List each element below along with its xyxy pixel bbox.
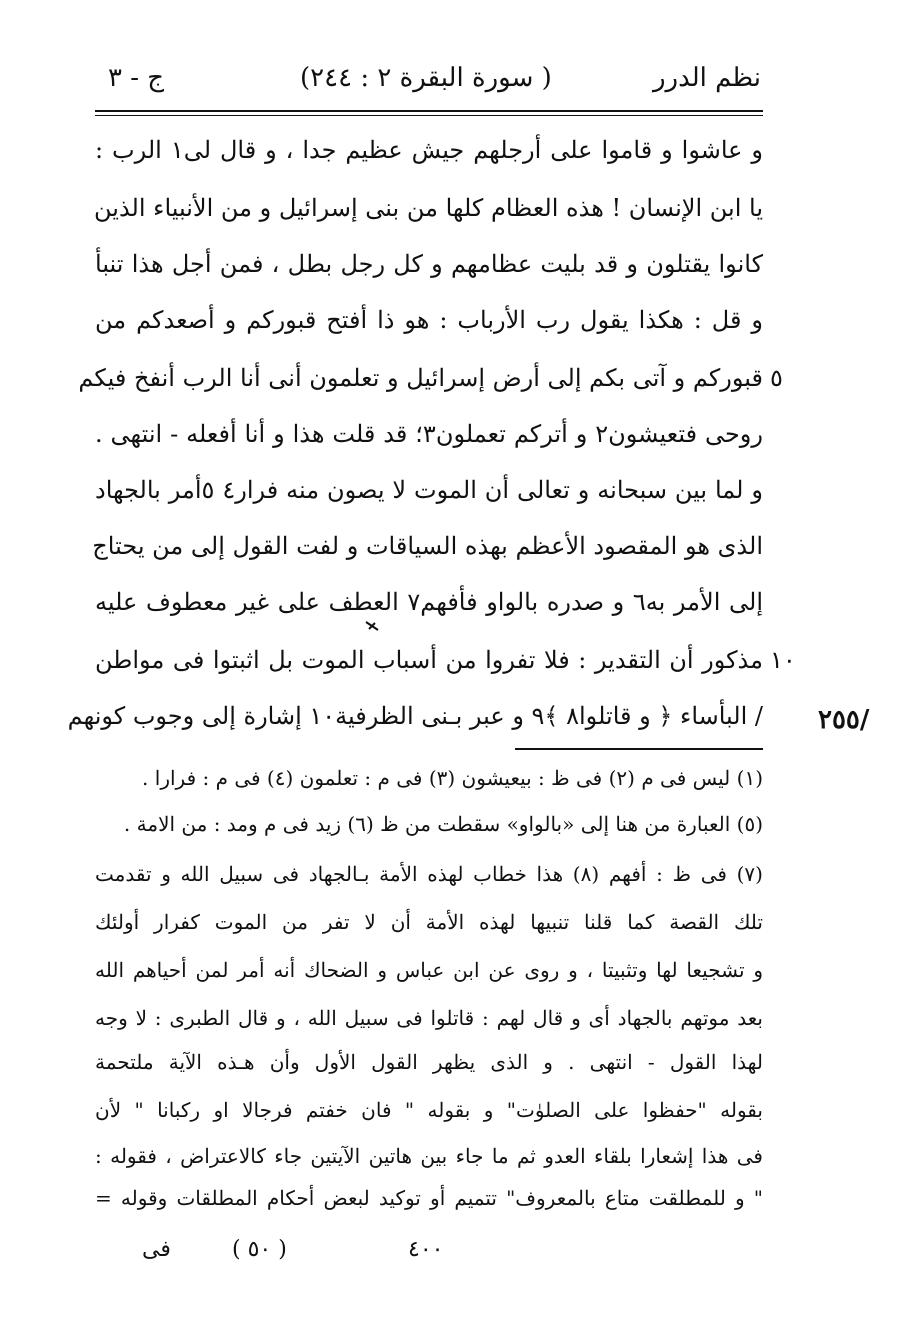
footnote-line: تلك القصة كما قلنا تنبيها لهذه الأمة أن لا تفر من الموت كفرار أولئك [95,910,763,934]
footnote-line: بعد موتهم بالجهاد أى و قال لهم : قاتلوا فى سبيل الله ، و قال الطبرى : لا وجه [95,1006,763,1030]
footnote-line: بقوله "حفظوا على الصلوٰت" و بقوله " فان خفتم فرجالا او ركبانا " لأن [95,1098,763,1122]
footnote-line: (٥) العبارة من هنا إلى «بالواو» سقطت من ظ (٦) زيد فى م ومد : من الامة . [123,812,763,836]
footnote-separator [515,748,763,750]
line-number-10: ١٠ [770,646,796,674]
main-text-line: الذى هو المقصود الأعظم بهذه السياقات و لفت القول إلى من يحتاج [92,532,763,560]
footnote-line: لهذا القول - انتهى . و الذى يظهر القول الأول وأن هـذه الآية ملتحمة [95,1050,763,1074]
main-text-line: و لما بين سبحانه و تعالى أن الموت لا يصون منه فرار٤ ٥أمر بالجهاد [95,476,763,504]
margin-page-reference: /٢٥٥ [818,705,870,735]
footnote-line: فى هذا إشعارا بلقاء العدو ثم ما جاء بين هاتين الآيتين جاء كالاعتراض ، فقوله : [95,1144,763,1168]
footnote-line: (٧) فى ظ : أفهم (٨) هذا خطاب لهذه الأمة بـالجهاد فى سبيل الله و تقدمت [95,862,763,886]
surah-reference: ( سورة البقرة ٢ : ٢٤٤) [300,63,552,93]
main-text-line: و قل : هكذا يقول رب الأرباب : هو ذا أفتح قبوركم و أصعدكم من [95,306,763,334]
page-number: ٤٠٠ [408,1237,444,1262]
volume-label: ج - ٣ [108,63,165,93]
footnote-line: و تشجيعا لها وتثبيتا ، و روى عن ابن عباس و الضحاك أنه أمر لمن أحياهم الله [95,958,763,982]
line-number-5: ٥ [770,364,783,392]
main-text-line: إلى الأمر به٦ و صدره بالواو فأفهم٧ العطف على غير معطوف عليه [95,588,764,616]
footnote-line: " و للمطلقت متاع بالمعروف" تتميم أو توكيد لبعض أحكام المطلقات وقوله = [95,1186,763,1210]
header-rule-top [95,110,763,112]
footnote-line: (١) ليس فى م (٢) فى ظ : بيعيشون (٣) فى م : تعلمون (٤) فى م : فرارا . [142,766,763,790]
main-text-line: / البأساء ﴿ و قاتلوا٨ ﴾٩ و عبر بـنى الظرفية١٠ إشارة إلى وجوب كونهم [67,702,763,730]
signature-mark: ( ٥٠ ) [232,1237,287,1262]
main-text-line: يا ابن الإنسان ! هذه العظام كلها من بنى إسرائيل و من الأنبياء الذين [94,194,763,222]
catchword: فى [142,1237,171,1262]
main-text-line: كانوا يقتلون و قد بليت عظامهم و كل رجل بطل ، فمن أجل هذا تنبأ [95,250,763,278]
ink-mark-icon [364,620,380,632]
main-text-line: و عاشوا و قاموا على أرجلهم جيش عظيم جدا ، و قال لى١ الرب : [95,136,763,164]
main-text-line: روحى فتعيشون٢ و أتركم تعملون٣؛ قد قلت هذا و أنا أفعله - انتهى . [95,420,763,448]
header-rule-bottom [95,115,763,116]
book-title: نظم الدرر [652,63,761,93]
main-text-line: مذكور أن التقدير : فلا تفروا من أسباب الموت بل اثبتوا فى مواطن [95,646,763,674]
main-text-line: قبوركم و آتى بكم إلى أرض إسرائيل و تعلمون أنى أنا الرب أنفخ فيكم [78,364,763,392]
